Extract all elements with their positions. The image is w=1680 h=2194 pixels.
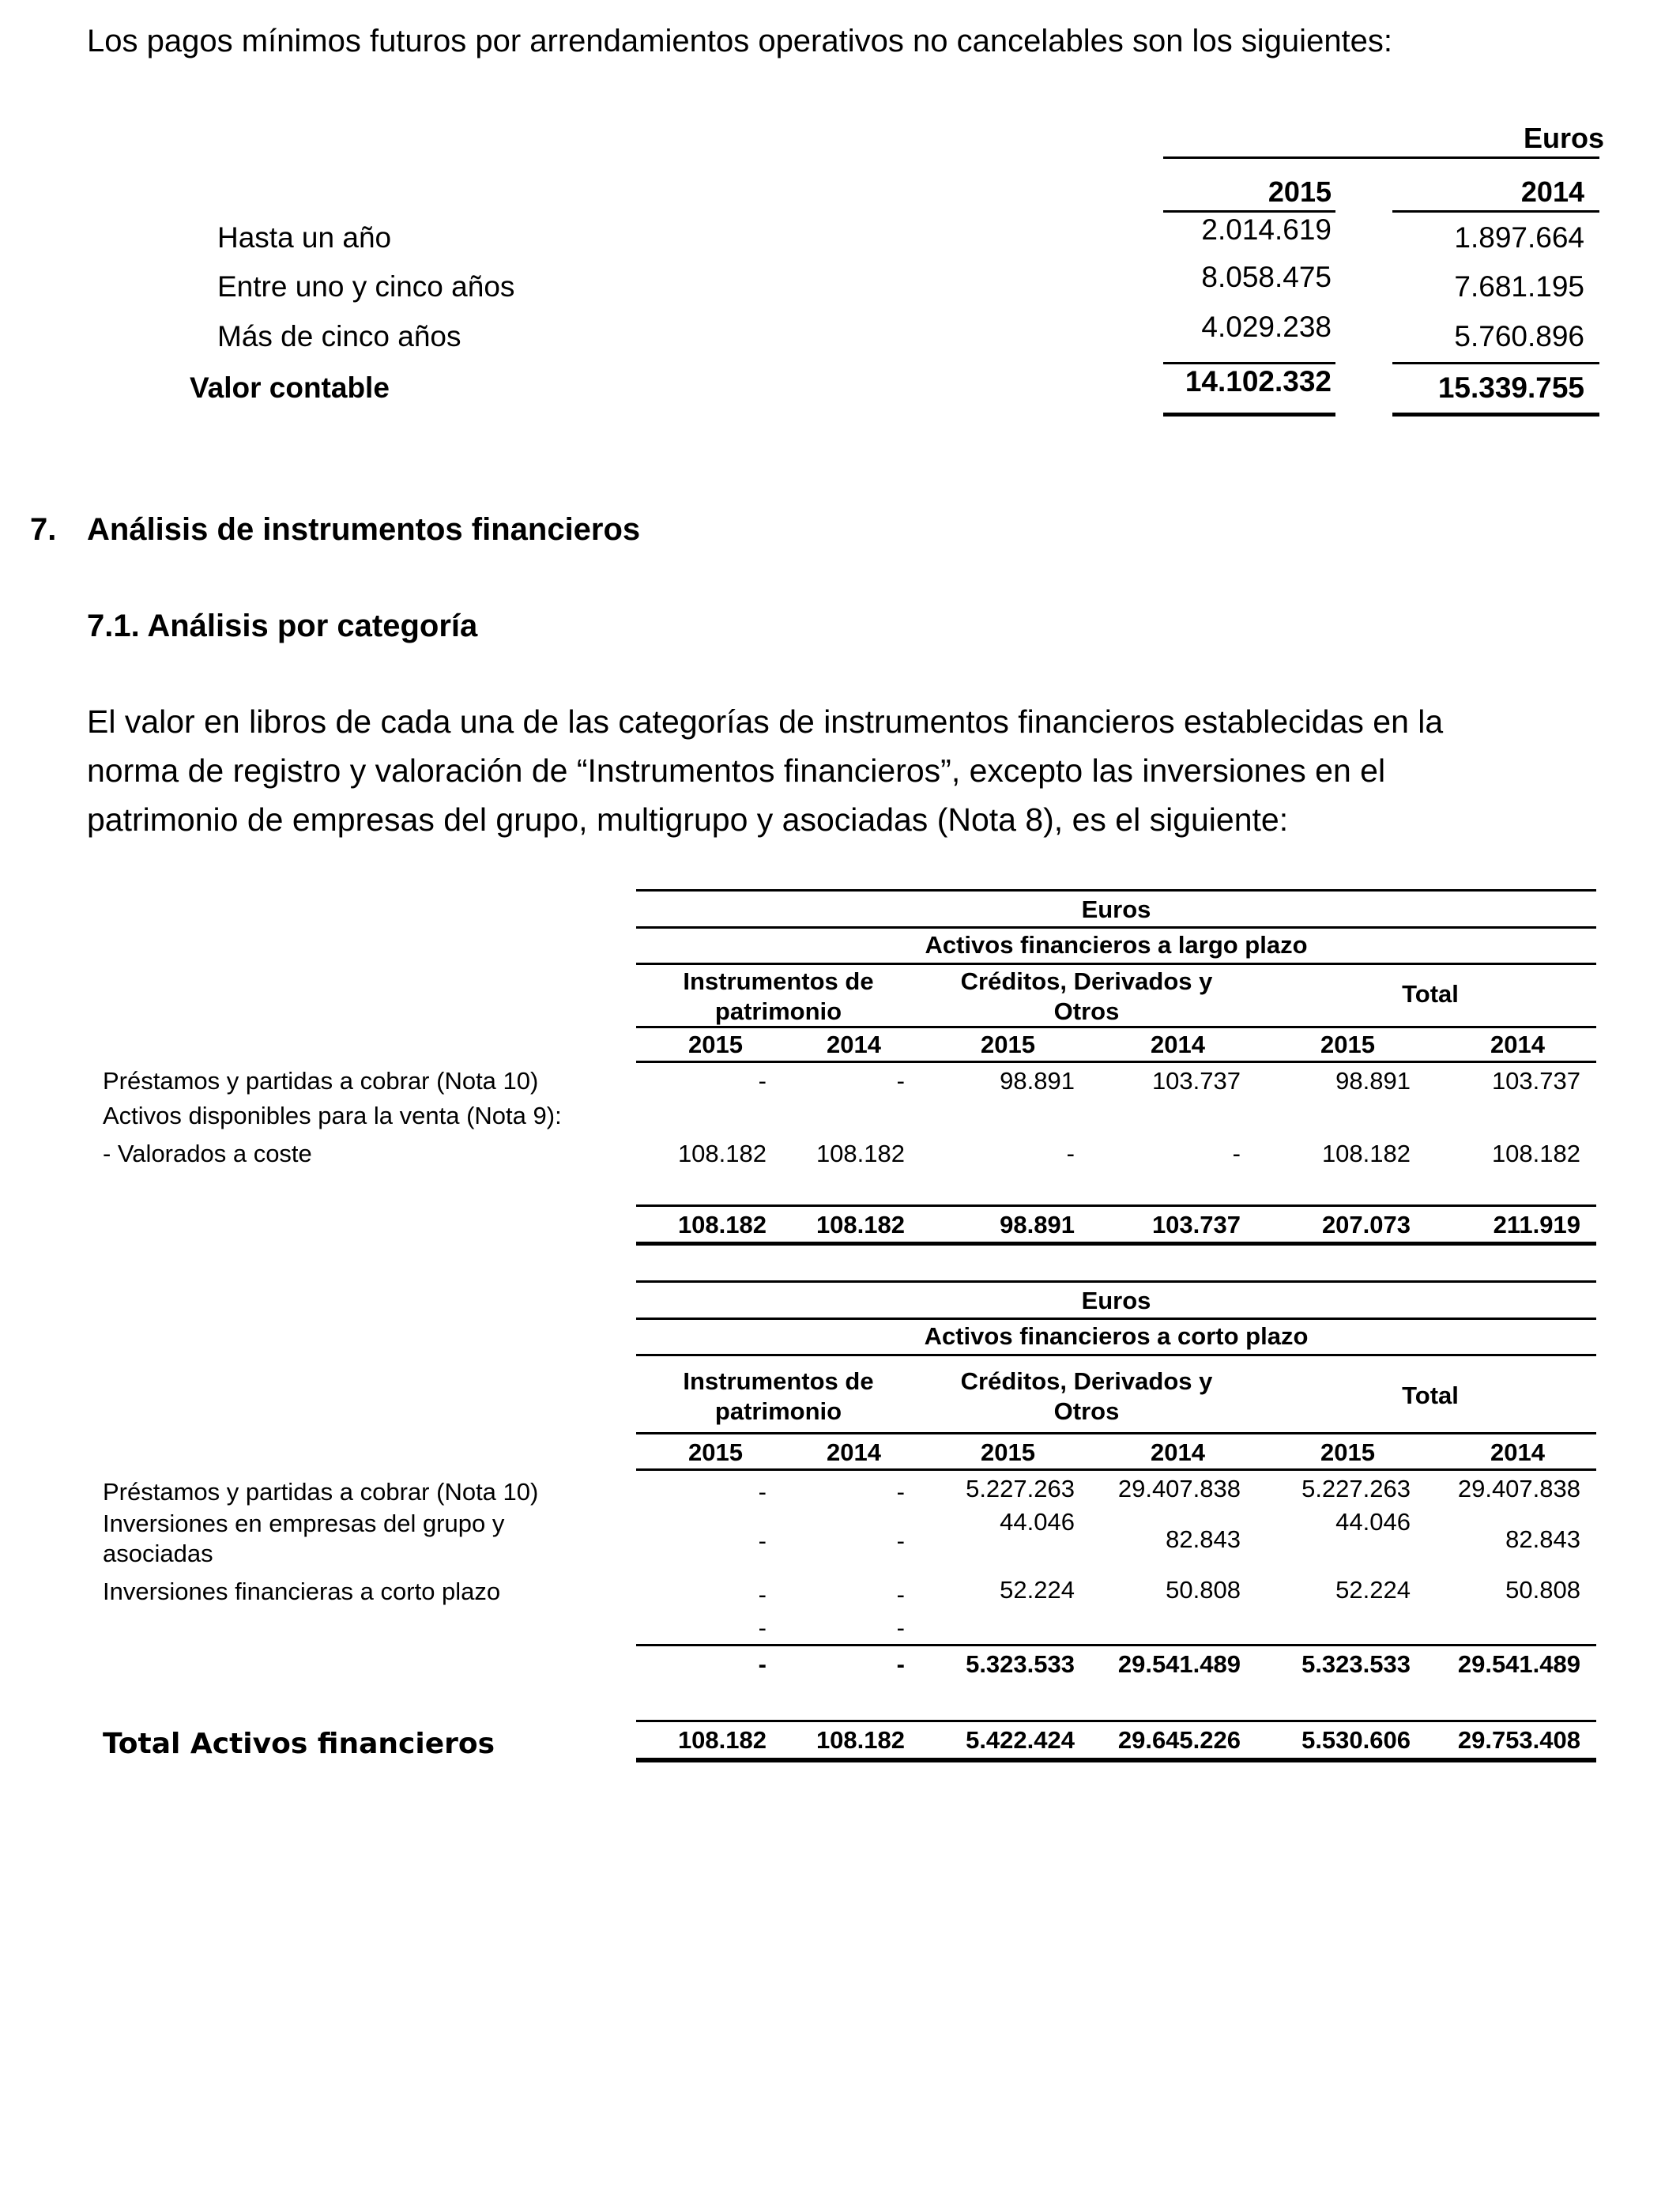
- ct-group2-line2: Otros: [1053, 1397, 1120, 1425]
- ct-cell: 50.808: [1166, 1576, 1241, 1604]
- section-subheading: 7.1. Análisis por categoría: [87, 609, 478, 643]
- lt-total-cell: 207.073: [1321, 1211, 1411, 1238]
- section-number: 7.: [30, 512, 57, 547]
- table-rule: [636, 1318, 1596, 1320]
- lease-year-rule-2014: [1392, 210, 1599, 213]
- ct-group2-line1: Créditos, Derivados y: [960, 1367, 1213, 1395]
- ct-row-label: asociadas: [103, 1540, 213, 1567]
- lease-year-rule-2015: [1163, 210, 1335, 213]
- lease-row-value: 8.058.475: [1201, 261, 1332, 293]
- lt-cell: 98.891: [1000, 1067, 1075, 1095]
- lt-year: 2014: [1151, 1031, 1205, 1058]
- lt-cell: -: [1232, 1140, 1241, 1167]
- ct-row-label: Inversiones en empresas del grupo y: [103, 1510, 505, 1537]
- ct-cell: -: [758, 1527, 767, 1555]
- lease-currency: Euros: [1523, 122, 1604, 154]
- ct-cell: 82.843: [1166, 1525, 1241, 1553]
- grand-total-label: Total Activos financieros: [103, 1728, 495, 1760]
- ct-year: 2014: [827, 1438, 881, 1466]
- ct-group1-line1: Instrumentos de: [683, 1367, 874, 1395]
- ct-cell: 5.227.263: [1301, 1475, 1411, 1502]
- table-rule: [636, 1354, 1596, 1356]
- ct-cell: 82.843: [1505, 1525, 1580, 1553]
- grand-total-cell: 29.645.226: [1117, 1726, 1241, 1754]
- lt-total-cell: 103.737: [1151, 1211, 1241, 1238]
- lt-year: 2014: [827, 1031, 881, 1058]
- lt-row-label: Préstamos y partidas a cobrar (Nota 10): [103, 1067, 539, 1095]
- lease-year-2015: 2015: [1268, 175, 1332, 208]
- lt-total-cell: 108.182: [816, 1211, 905, 1238]
- table-rule: [636, 963, 1596, 965]
- lease-row-value: 1.897.664: [1454, 221, 1584, 254]
- section-heading: Análisis de instrumentos financieros: [87, 512, 641, 547]
- ct-cell: 29.407.838: [1117, 1475, 1241, 1502]
- table-rule: [636, 1061, 1596, 1063]
- table-rule: [636, 1468, 1596, 1471]
- ct-year: 2015: [688, 1438, 743, 1466]
- ct-cell: 52.224: [1000, 1576, 1075, 1604]
- ct-cell: 5.227.263: [966, 1475, 1075, 1502]
- table-rule: [636, 1644, 1596, 1646]
- ct-cell: -: [896, 1478, 905, 1506]
- lt-cell: -: [758, 1067, 767, 1095]
- lt-cell: 98.891: [1335, 1067, 1411, 1095]
- lt-cell: 108.182: [1491, 1140, 1580, 1167]
- lt-cell: 108.182: [677, 1140, 767, 1167]
- lease-row-label: Entre uno y cinco años: [217, 270, 515, 303]
- ct-cell: 29.407.838: [1457, 1475, 1580, 1502]
- intro-text: Los pagos mínimos futuros por arrendamientos operativos no cancelables son los siguientes:: [87, 24, 1393, 58]
- ct-total-cell: 5.323.533: [1301, 1650, 1411, 1678]
- lt-total-cell: 108.182: [677, 1211, 767, 1238]
- ct-cell: 50.808: [1505, 1576, 1580, 1604]
- paragraph-line: patrimonio de empresas del grupo, multigrupo y asociadas (Nota 8), es el siguiente:: [87, 801, 1289, 838]
- lt-row-label: - Valorados a coste: [103, 1140, 312, 1167]
- ct-year: 2014: [1490, 1438, 1545, 1466]
- table-rule: [636, 926, 1596, 929]
- paragraph-line: El valor en libros de cada una de las categorías de instrumentos financieros establecidas en la: [87, 703, 1444, 740]
- ct-title: Activos financieros a corto plazo: [924, 1322, 1309, 1350]
- lt-year: 2015: [981, 1031, 1035, 1058]
- ct-row-label: Préstamos y partidas a cobrar (Nota 10): [103, 1478, 539, 1506]
- ct-total-cell: -: [758, 1650, 767, 1678]
- lt-total-cell: 98.891: [1000, 1211, 1075, 1238]
- ct-total-cell: 5.323.533: [966, 1650, 1075, 1678]
- ct-year: 2015: [981, 1438, 1035, 1466]
- ct-cell: 44.046: [1000, 1508, 1075, 1536]
- lease-total-2014: 15.339.755: [1437, 371, 1584, 404]
- ct-group3: Total: [1402, 1382, 1459, 1409]
- lt-title: Activos financieros a largo plazo: [925, 931, 1308, 959]
- lt-group1-line1: Instrumentos de: [683, 967, 874, 995]
- grand-total-cell: 29.753.408: [1457, 1726, 1580, 1754]
- table-total-rule: [636, 1242, 1596, 1246]
- lease-row-value: 5.760.896: [1454, 320, 1584, 352]
- table-total-rule: [636, 1758, 1596, 1762]
- lease-row-label: Más de cinco años: [217, 320, 461, 352]
- table-rule: [636, 1432, 1596, 1434]
- grand-total-cell: 108.182: [677, 1726, 767, 1754]
- lease-row-label: Hasta un año: [217, 221, 392, 254]
- ct-cell: 52.224: [1335, 1576, 1411, 1604]
- ct-group1-line2: patrimonio: [714, 1397, 842, 1425]
- paragraph-line: norma de registro y valoración de “Instrumentos financieros”, excepto las inversiones en el: [87, 752, 1386, 789]
- ct-cell: -: [896, 1614, 905, 1642]
- lt-group1-line2: patrimonio: [714, 997, 842, 1025]
- lease-row-value: 2.014.619: [1201, 213, 1332, 246]
- lt-year: 2015: [688, 1031, 743, 1058]
- lease-currency-rule: [1163, 156, 1599, 159]
- lt-group3: Total: [1402, 980, 1459, 1008]
- ct-total-cell: -: [896, 1650, 905, 1678]
- lt-cell: 103.737: [1491, 1067, 1580, 1095]
- ct-cell: -: [896, 1527, 905, 1555]
- grand-total-cell: 5.530.606: [1301, 1726, 1411, 1754]
- lease-total-rule: [1392, 413, 1599, 417]
- lt-cell: -: [896, 1067, 905, 1095]
- table-top-rule: [636, 889, 1596, 892]
- lt-cell: 103.737: [1151, 1067, 1241, 1095]
- lease-year-2014: 2014: [1520, 175, 1584, 208]
- lease-row-value: 7.681.195: [1454, 270, 1584, 303]
- grand-total-cell: 108.182: [816, 1726, 905, 1754]
- lt-year: 2015: [1320, 1031, 1375, 1058]
- ct-cell: 44.046: [1335, 1508, 1411, 1536]
- table-rule: [636, 1026, 1596, 1028]
- lt-total-cell: 211.919: [1493, 1211, 1580, 1238]
- lease-subtotal-rule: [1163, 362, 1335, 364]
- table-rule: [636, 1204, 1596, 1207]
- table-rule: [636, 1720, 1596, 1722]
- ct-cell: -: [896, 1581, 905, 1608]
- lease-total-label: Valor contable: [190, 371, 390, 404]
- ct-total-cell: 29.541.489: [1117, 1650, 1241, 1678]
- lt-currency: Euros: [1081, 895, 1151, 923]
- ct-currency: Euros: [1081, 1287, 1151, 1314]
- ct-year: 2015: [1320, 1438, 1375, 1466]
- ct-cell: -: [758, 1478, 767, 1506]
- ct-cell: -: [758, 1581, 767, 1608]
- ct-year: 2014: [1151, 1438, 1205, 1466]
- ct-total-cell: 29.541.489: [1457, 1650, 1580, 1678]
- table-top-rule: [636, 1280, 1596, 1283]
- ct-cell: -: [758, 1614, 767, 1642]
- lease-total-2015: 14.102.332: [1185, 365, 1332, 398]
- lt-year: 2014: [1490, 1031, 1545, 1058]
- lease-total-rule: [1163, 413, 1335, 417]
- lt-group2-line1: Créditos, Derivados y: [960, 967, 1213, 995]
- lease-row-value: 4.029.238: [1201, 311, 1332, 343]
- lt-cell: -: [1066, 1140, 1075, 1167]
- ct-row-label: Inversiones financieras a corto plazo: [103, 1578, 501, 1605]
- lt-group2-line2: Otros: [1053, 997, 1120, 1025]
- lease-subtotal-rule: [1392, 362, 1599, 364]
- lt-cell: 108.182: [1321, 1140, 1411, 1167]
- grand-total-cell: 5.422.424: [966, 1726, 1075, 1754]
- lt-row-label: Activos disponibles para la venta (Nota 9):: [103, 1102, 562, 1129]
- lt-cell: 108.182: [816, 1140, 905, 1167]
